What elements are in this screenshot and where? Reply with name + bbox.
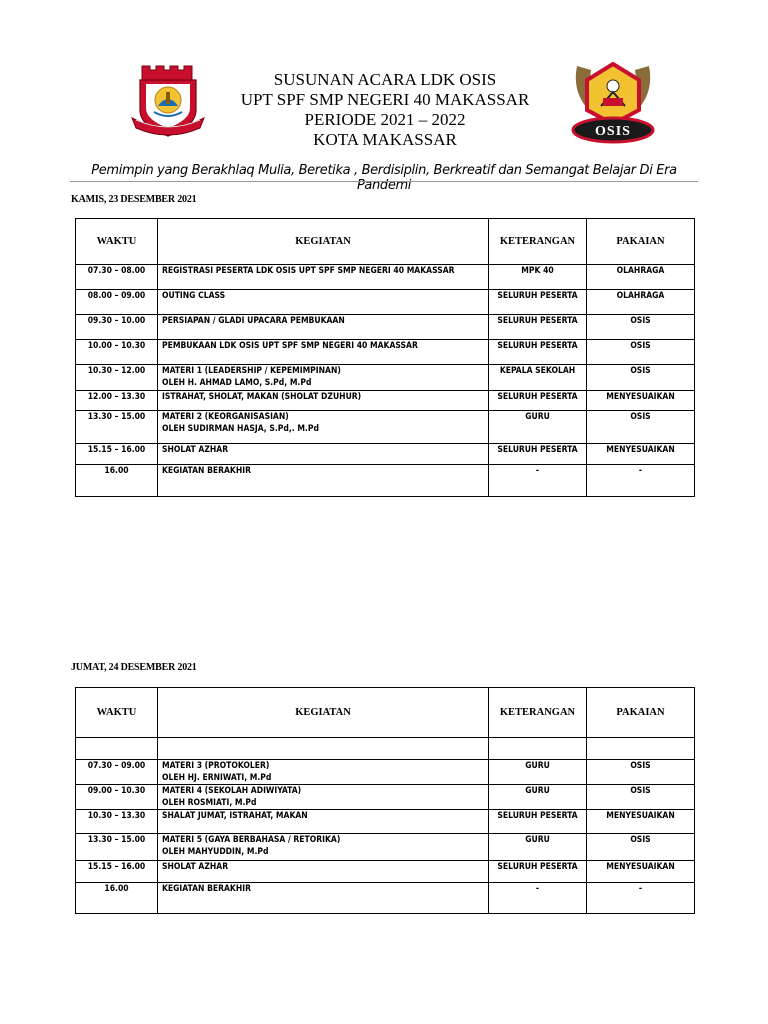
activity-title: SHALAT JUMAT, ISTRAHAT, MAKAN <box>162 811 308 821</box>
activity-title: REGISTRASI PESERTA LDK OSIS UPT SPF SMP NEGERI 40 MAKASSAR <box>162 266 455 276</box>
attire-cell: MENYESUAIKAN <box>587 444 695 465</box>
table-row <box>76 738 695 760</box>
makassar-city-emblem-icon <box>128 60 208 144</box>
header-waktu: WAKTU <box>76 688 158 738</box>
attire-cell: OSIS <box>587 315 695 340</box>
note-cell: GURU <box>489 760 587 785</box>
activity-speaker: OLEH SUDIRMAN HASJA, S.Pd,. M.Pd <box>162 424 319 434</box>
time-cell: 13.30 – 15.00 <box>76 834 158 861</box>
schedule-table-day2 <box>75 687 695 914</box>
table-row <box>76 883 695 914</box>
attire-cell: OSIS <box>587 365 695 391</box>
table-row <box>76 365 695 391</box>
attire-cell: - <box>587 883 695 914</box>
time-cell: 10.00 – 10.30 <box>76 340 158 365</box>
title-line-1: SUSUNAN ACARA LDK OSIS <box>273 70 497 89</box>
table-row <box>76 834 695 861</box>
table-row <box>76 315 695 340</box>
activity-cell <box>158 265 489 290</box>
time-cell: 10.30 – 13.30 <box>76 810 158 834</box>
time-cell: 13.30 – 15.00 <box>76 411 158 444</box>
activity-title: ISTRAHAT, SHOLAT, MAKAN (SHOLAT DZUHUR) <box>162 392 362 402</box>
activity-cell <box>158 785 489 810</box>
attire-cell: - <box>587 465 695 497</box>
table-row <box>76 391 695 411</box>
schedule-table-day1 <box>75 218 695 497</box>
activity-title: PERSIAPAN / GLADI UPACARA PEMBUKAAN <box>162 316 345 326</box>
activity-cell <box>158 315 489 340</box>
table-header-row <box>76 688 695 738</box>
header-waktu: WAKTU <box>76 219 158 265</box>
day-heading: KAMIS, 23 DESEMBER 2021 <box>71 194 197 205</box>
note-cell: SELURUH PESERTA <box>489 861 587 883</box>
table-row <box>76 265 695 290</box>
activity-title: OUTING CLASS <box>162 291 226 301</box>
table-row <box>76 810 695 834</box>
activity-title: MATERI 2 (KEORGANISASIAN) <box>162 412 289 422</box>
attire-cell: MENYESUAIKAN <box>587 810 695 834</box>
divider <box>70 181 698 182</box>
day-heading: JUMAT, 24 DESEMBER 2021 <box>71 662 197 673</box>
attire-cell: MENYESUAIKAN <box>587 391 695 411</box>
activity-speaker: OLEH ROSMIATI, M.Pd <box>162 798 257 808</box>
table-row <box>76 290 695 315</box>
activity-title: MATERI 5 (GAYA BERBAHASA / RETORIKA) <box>162 835 341 845</box>
table-row <box>76 340 695 365</box>
osis-emblem-icon <box>567 58 659 146</box>
activity-cell <box>158 340 489 365</box>
title-line-4: KOTA MAKASSAR <box>313 130 457 149</box>
activity-title: PEMBUKAAN LDK OSIS UPT SPF SMP NEGERI 40 MAKASSAR <box>162 341 418 351</box>
note-cell: SELURUH PESERTA <box>489 290 587 315</box>
note-cell: GURU <box>489 411 587 444</box>
activity-cell <box>158 738 489 760</box>
activity-cell <box>158 465 489 497</box>
time-cell: 08.00 – 09.00 <box>76 290 158 315</box>
title-line-3: PERIODE 2021 – 2022 <box>304 110 466 129</box>
table-header-row <box>76 219 695 265</box>
note-cell: SELURUH PESERTA <box>489 444 587 465</box>
activity-title: MATERI 4 (SEKOLAH ADIWIYATA) <box>162 786 302 796</box>
header-keterangan: KETERANGAN <box>489 688 587 738</box>
activity-speaker: OLEH HJ. ERNIWATI, M.Pd <box>162 773 272 783</box>
activity-cell <box>158 810 489 834</box>
header-keterangan: KETERANGAN <box>489 219 587 265</box>
header-kegiatan: KEGIATAN <box>158 219 489 265</box>
activity-title: KEGIATAN BERAKHIR <box>162 466 251 476</box>
attire-cell: OSIS <box>587 785 695 810</box>
header-kegiatan: KEGIATAN <box>158 688 489 738</box>
note-cell: SELURUH PESERTA <box>489 810 587 834</box>
note-cell: SELURUH PESERTA <box>489 391 587 411</box>
note-cell: - <box>489 465 587 497</box>
time-cell: 15.15 – 16.00 <box>76 861 158 883</box>
activity-speaker: OLEH H. AHMAD LAMO, S.Pd, M.Pd <box>162 378 312 388</box>
attire-cell: MENYESUAIKAN <box>587 861 695 883</box>
time-cell: 09.00 – 10.30 <box>76 785 158 810</box>
time-cell: 09.30 – 10.00 <box>76 315 158 340</box>
time-cell: 12.00 – 13.30 <box>76 391 158 411</box>
activity-cell <box>158 760 489 785</box>
activity-cell <box>158 365 489 391</box>
activity-cell <box>158 391 489 411</box>
activity-cell <box>158 411 489 444</box>
time-cell: 15.15 – 16.00 <box>76 444 158 465</box>
activity-title: MATERI 3 (PROTOKOLER) <box>162 761 270 771</box>
note-cell: GURU <box>489 834 587 861</box>
table-row <box>76 861 695 883</box>
attire-cell: OSIS <box>587 834 695 861</box>
time-cell: 16.00 <box>76 883 158 914</box>
activity-title: MATERI 1 (LEADERSHIP / KEPEMIMPINAN) <box>162 366 341 376</box>
note-cell: MPK 40 <box>489 265 587 290</box>
note-cell: SELURUH PESERTA <box>489 340 587 365</box>
attire-cell: OSIS <box>587 340 695 365</box>
table-row <box>76 785 695 810</box>
note-cell: SELURUH PESERTA <box>489 315 587 340</box>
activity-speaker: OLEH MAHYUDDIN, M.Pd <box>162 847 269 857</box>
note-cell: GURU <box>489 785 587 810</box>
note-cell <box>489 738 587 760</box>
activity-cell <box>158 290 489 315</box>
attire-cell: OSIS <box>587 411 695 444</box>
time-cell: 10.30 – 12.00 <box>76 365 158 391</box>
activity-title: SHOLAT AZHAR <box>162 445 229 455</box>
table-row <box>76 465 695 497</box>
note-cell: KEPALA SEKOLAH <box>489 365 587 391</box>
header-pakaian: PAKAIAN <box>587 688 695 738</box>
attire-cell: OSIS <box>587 760 695 785</box>
activity-cell <box>158 883 489 914</box>
activity-cell <box>158 444 489 465</box>
note-cell: - <box>489 883 587 914</box>
time-cell: 07.30 – 09.00 <box>76 760 158 785</box>
attire-cell: OLAHRAGA <box>587 265 695 290</box>
activity-cell <box>158 834 489 861</box>
table-row <box>76 760 695 785</box>
title-line-2: UPT SPF SMP NEGERI 40 MAKASSAR <box>240 90 530 109</box>
activity-title: KEGIATAN BERAKHIR <box>162 884 251 894</box>
time-cell <box>76 738 158 760</box>
table-row <box>76 411 695 444</box>
time-cell: 16.00 <box>76 465 158 497</box>
attire-cell: OLAHRAGA <box>587 290 695 315</box>
osis-logo-text: OSIS <box>595 124 631 139</box>
activity-cell <box>158 861 489 883</box>
table-row <box>76 444 695 465</box>
attire-cell <box>587 738 695 760</box>
motto: Pemimpin yang Berakhlaq Mulia, Beretika , Berdisiplin, Berkreatif dan Semangat Belajar Di Era Pandemi <box>91 163 677 193</box>
header-pakaian: PAKAIAN <box>587 219 695 265</box>
activity-title: SHOLAT AZHAR <box>162 862 229 872</box>
time-cell: 07.30 – 08.00 <box>76 265 158 290</box>
